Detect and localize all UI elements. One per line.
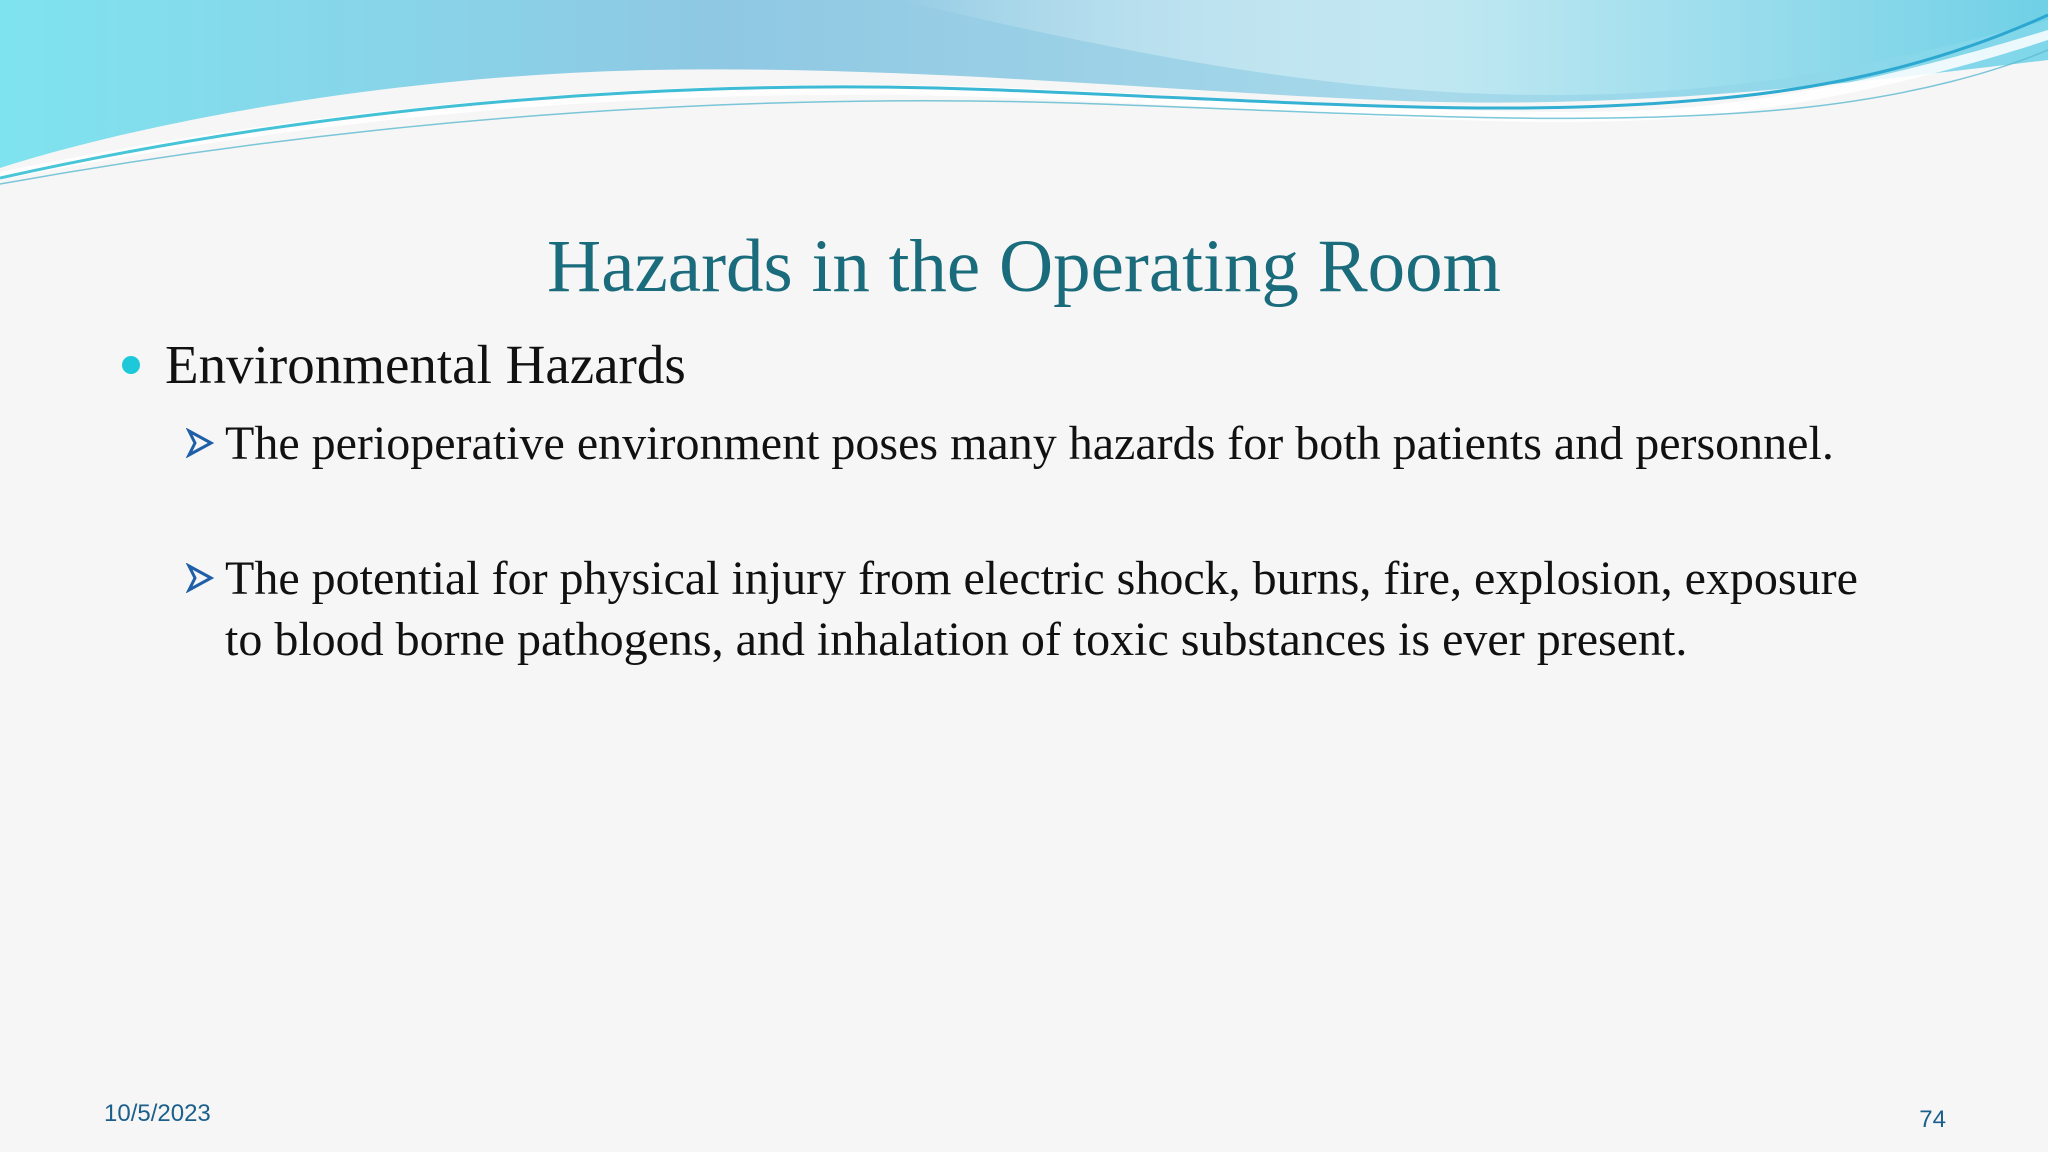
subbullet-perioperative-environment: The perioperative environment poses many hazards for both patients and personnel.: [225, 417, 1834, 470]
filled-circle-icon: [122, 356, 140, 374]
slide-title: [0, 222, 2048, 312]
slide-title-text: Hazards in the Operating Room: [547, 225, 1501, 308]
subbullet-physical-injury: The potential for physical injury from electric shock, burns, fire, explosion, exposure to blood borne pathogens, and inhalation of toxic substances is ever present.: [225, 552, 1858, 666]
bullet-environmental-hazards: Environmental Hazards: [165, 334, 686, 395]
slide-date: 10/5/2023: [104, 1100, 211, 1127]
decorative-wave-header: [0, 0, 2048, 200]
arrowhead-icon: [186, 563, 214, 593]
arrowhead-icon: [186, 428, 214, 458]
slide-page-number: 74: [1919, 1106, 1946, 1133]
